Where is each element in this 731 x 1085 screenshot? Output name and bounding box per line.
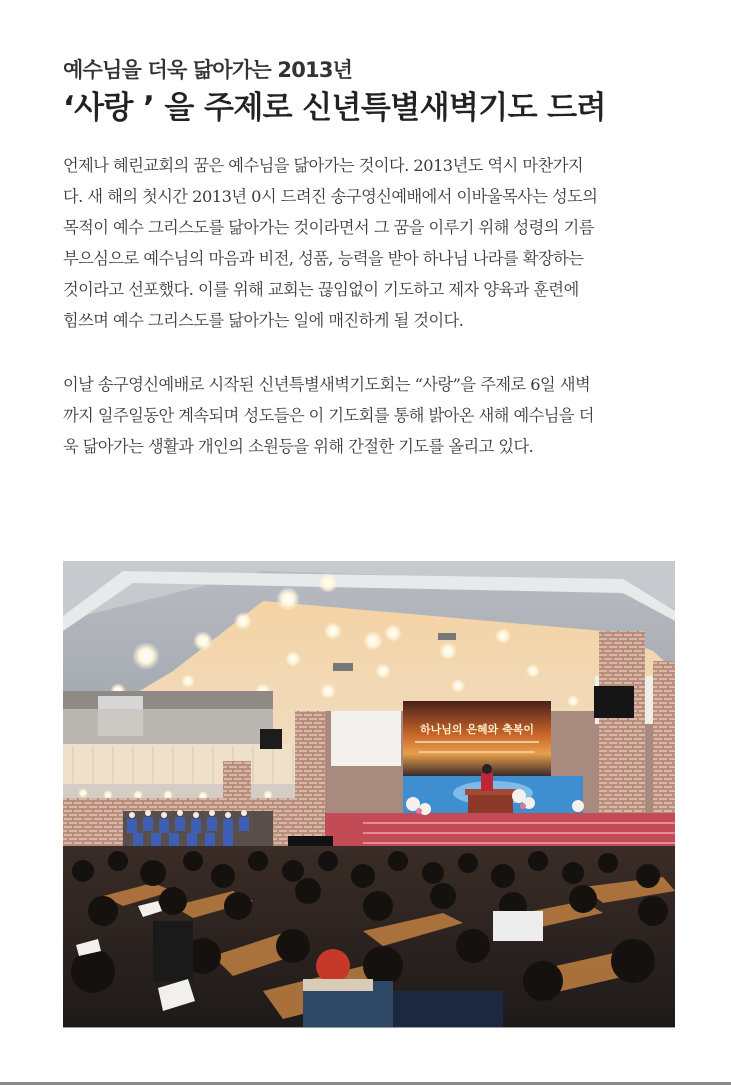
paragraph-line: 다. 새 해의 첫시간 2013년 0시 드려진 송구영신예배에서 이바울목사는 성도의 [63, 187, 598, 206]
church-service-photo [63, 561, 675, 1028]
article-paragraph-1 [63, 150, 678, 336]
article-kicker: 예수님을 더욱 닮아가는 2013년 [63, 58, 353, 82]
article-paragraph-2 [63, 369, 678, 462]
paragraph-line: 까지 일주일동안 계속되며 성도들은 이 기도회를 통해 밝아온 새해 예수님을 더 [63, 406, 594, 425]
paragraph-line: 부으심으로 예수님의 마음과 비전, 성품, 능력을 받아 하나님 나라를 확장하는 [63, 249, 584, 268]
paragraph-line: 언제나 혜린교회의 꿈은 예수님을 닮아가는 것이다. 2013년도 역시 마찬가지 [63, 156, 583, 175]
paragraph-line: 힘쓰며 예수 그리스도를 닮아가는 일에 매진하게 될 것이다. [63, 311, 464, 330]
article-headline: ‘사랑 ’ 을 주제로 신년특별새벽기도 드려 [63, 90, 606, 126]
paragraph-line: 목적이 예수 그리스도를 닮아가는 것이라면서 그 꿈을 이루기 위해 성령의 기름 [63, 218, 594, 237]
paragraph-line: 이날 송구영신예배로 시작된 신년특별새벽기도회는 “사랑”을 주제로 6일 새벽 [63, 375, 591, 394]
paragraph-line: 것이라고 선포했다. 이를 위해 교회는 끊임없이 기도하고 제자 양육과 훈련에 [63, 280, 579, 299]
banner-text: 하나님의 은혜와 축복이 [420, 723, 534, 736]
paragraph-line: 욱 닮아가는 생활과 개인의 소원등을 위해 간절한 기도를 올리고 있다. [63, 437, 534, 456]
